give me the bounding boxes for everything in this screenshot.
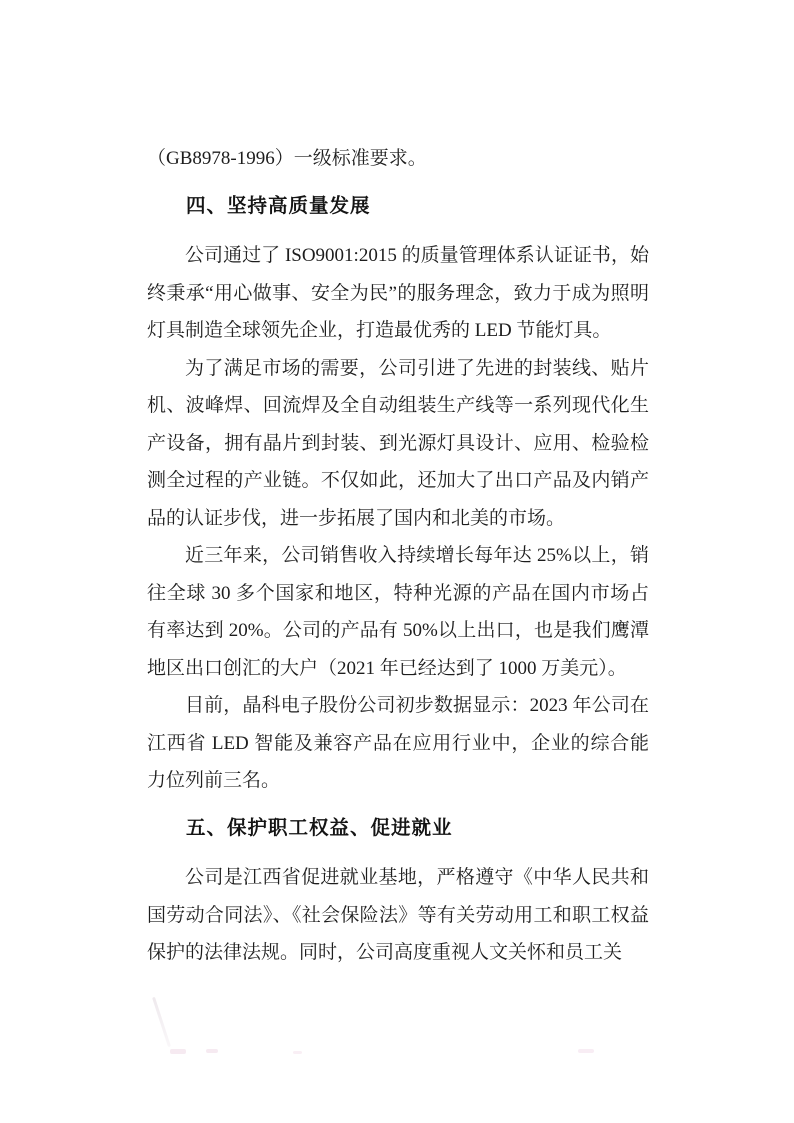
scan-smudge-artifact (293, 1051, 302, 1054)
paragraph-sales-growth: 近三年来，公司销售收入持续增长每年达 25%以上，销往全球 30 多个国家和地区，特种光源的产品在国内市场占有率达到 20%。公司的产品有 50%以上出口，也是我们鹰潭地区出口创汇的大户（2021 年已经达到了 1000 万美元）。 (147, 545, 649, 679)
scan-smudge-artifact (206, 1049, 218, 1053)
scan-smudge-artifact (170, 1049, 186, 1054)
scan-streak-artifact (152, 997, 171, 1047)
section-heading-five: 五、保护职工权益、促进就业 (186, 816, 453, 839)
paragraph-quality-certification: 公司通过了 ISO9001:2015 的质量管理体系认证证书，始终秉承“用心做事、安全为民”的服务理念，致力于成为照明灯具制造全球领先企业，打造最优秀的 LED 节能灯具。 (147, 245, 649, 341)
paragraph-industry-ranking: 目前，晶科电子股份公司初步数据显示：2023 年公司在江西省 LED 智能及兼容产品在应用行业中，企业的综合能力位列前三名。 (147, 695, 649, 791)
paragraph-employee-rights: 公司是江西省促进就业基地，严格遵守《中华人民共和国劳动合同法》、《社会保险法》等有关劳动用工和职工权益保护的法律法规。同时，公司高度重视人文关怀和员工关 (147, 867, 649, 963)
section-heading-four: 四、坚持高质量发展 (186, 194, 371, 217)
paragraph-production-lines: 为了满足市场的需要，公司引进了先进的封装线、贴片机、波峰焊、回流焊及全自动组装生产线等一系列现代化生产设备，拥有晶片到封装、到光源灯具设计、应用、检验检测全过程的产业链。不仅如此，还加大了出口产品及内销产品的认证步伐，进一步拓展了国内和北美的市场。 (147, 357, 649, 529)
document-content (147, 140, 649, 972)
scan-smudge-artifact (578, 1049, 594, 1053)
paragraph-continuation: （GB8978-1996）一级标准要求。 (147, 148, 427, 169)
